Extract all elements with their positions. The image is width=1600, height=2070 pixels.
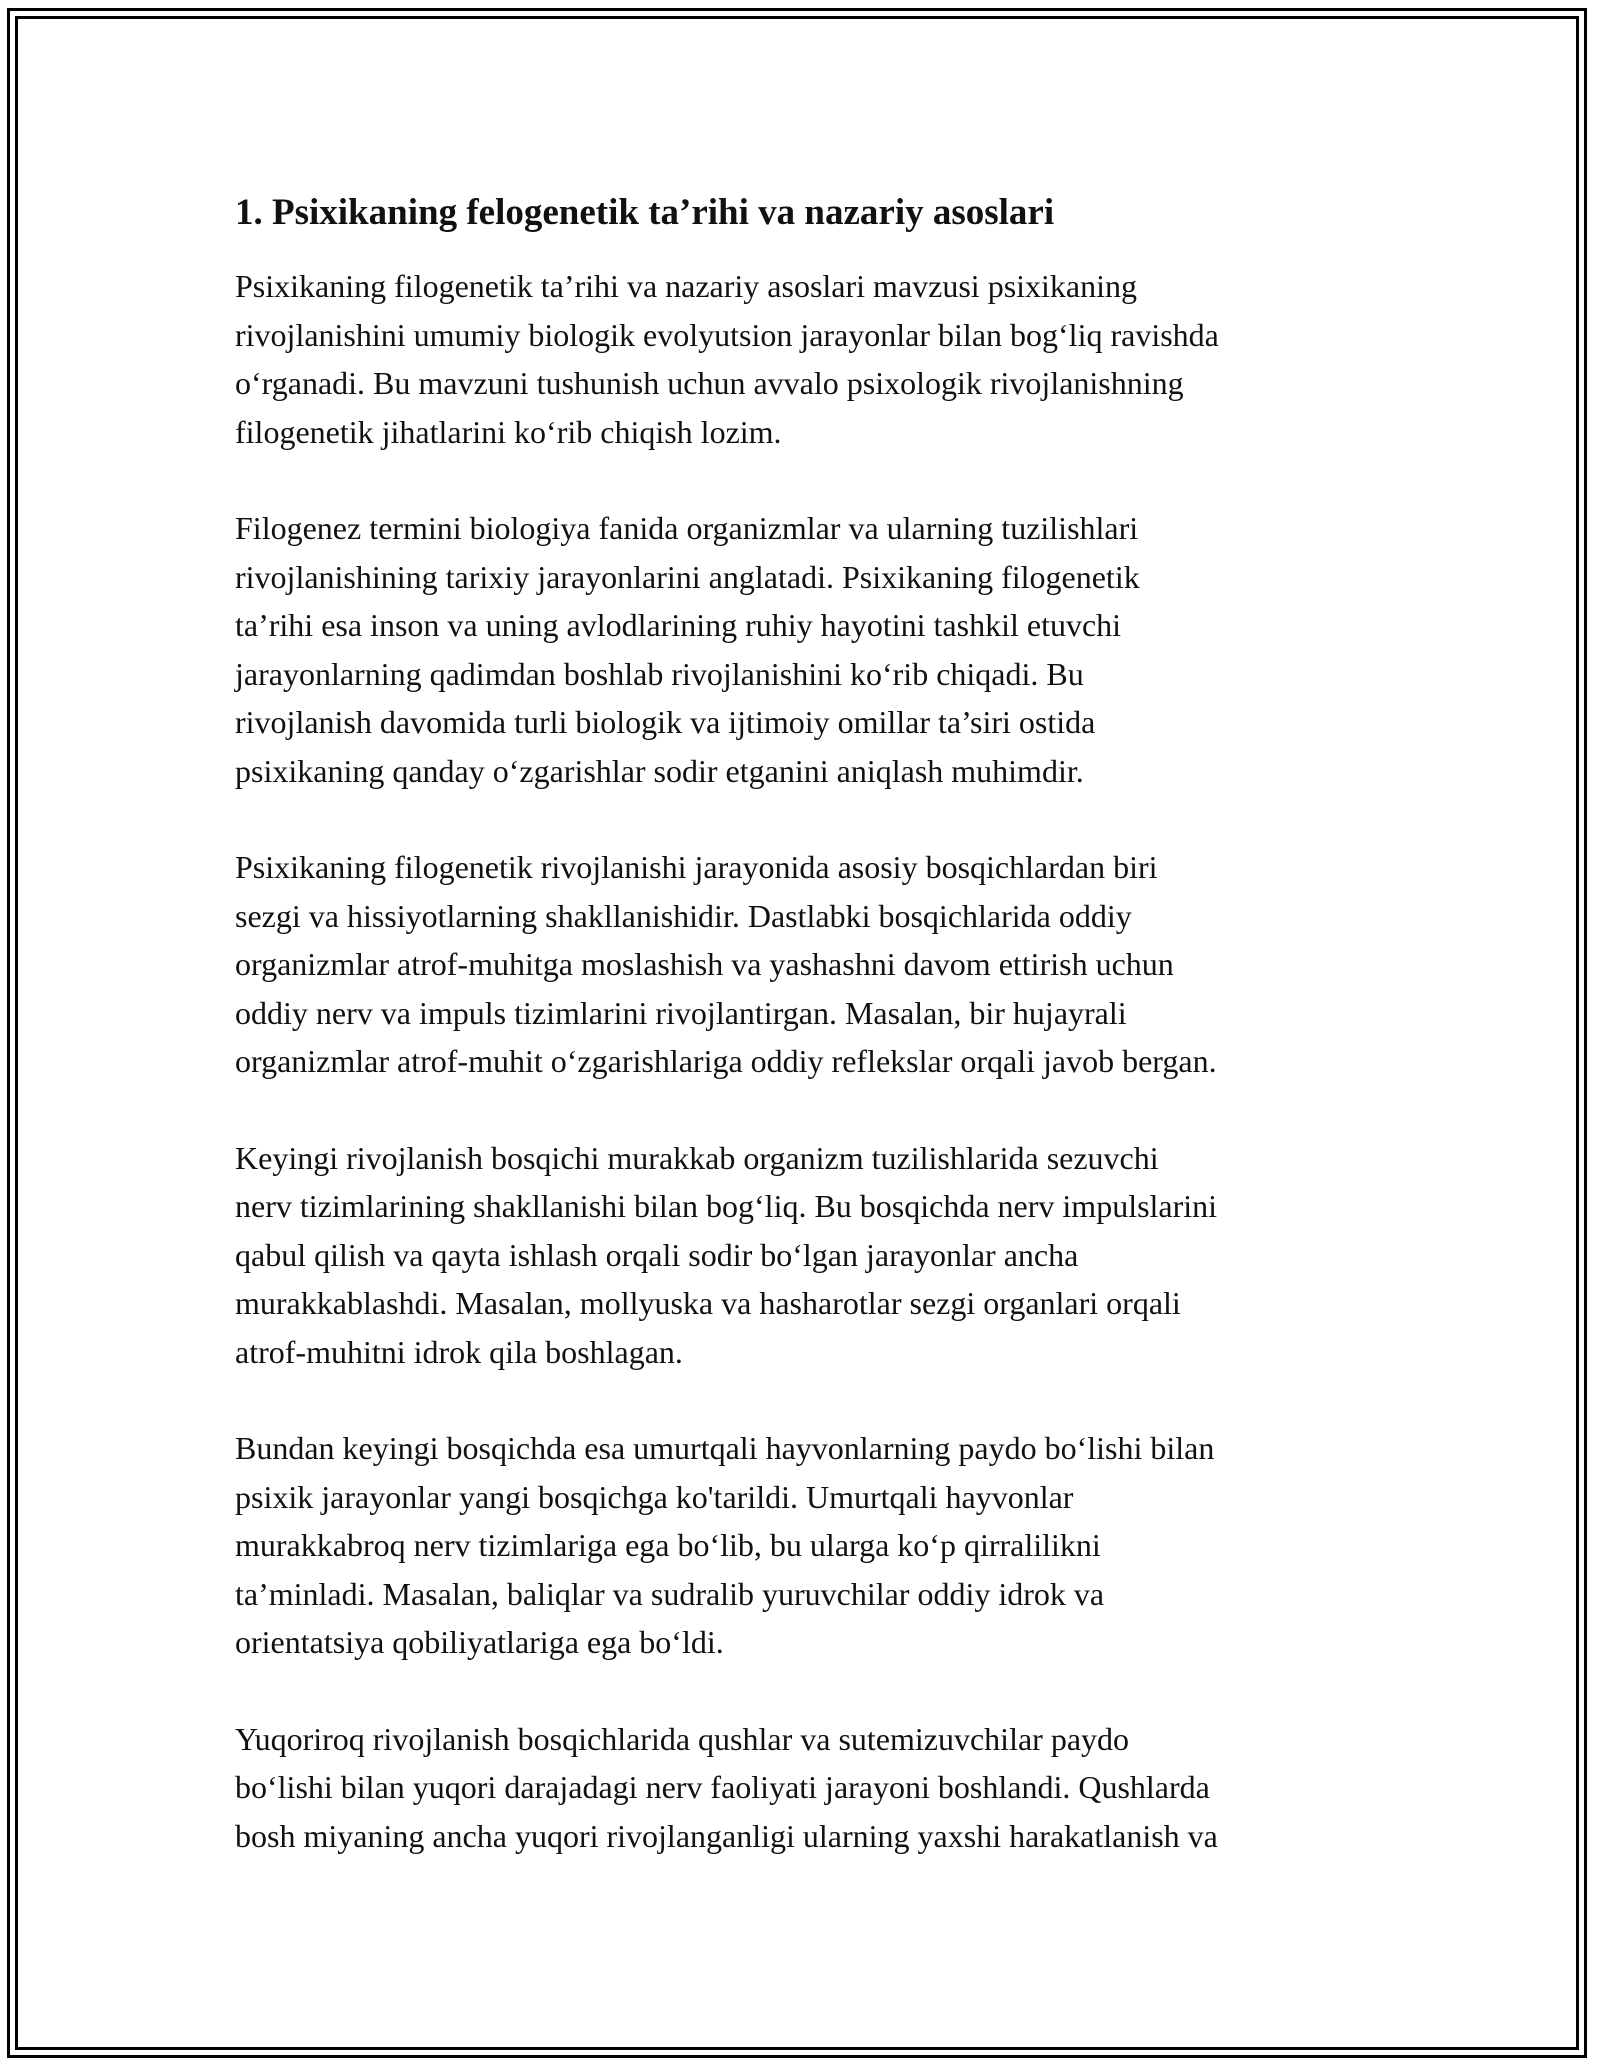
paragraph-4: Keyingi rivojlanish bosqichi murakkab organizm tuzilishlarida sezuvchi nerv tizimlarining shakllanishi bilan bogʻliq. Bu bosqichda nerv impulslarini qabul qilish va qayta ishlash orqali sodir boʻlgan jarayonlar ancha murakkablashdi. Masalan, mollyuska va hasharotlar sezgi organlari orqali atrof-muhitni idrok qila boshlagan. xyxy=(235,1139,1218,1370)
document-body xyxy=(235,186,1375,1908)
paragraph-2: Filogenez termini biologiya fanida organizmlar va ularning tuzilishlari rivojlanishining tarixiy jarayonlarini anglatadi. Psixikaning filogenetik ta’rihi esa inson va uning avlodlarining ruhiy hayotini tashkil etuvchi jarayonlarning qadimdan boshlab rivojlanishini koʻrib chiqadi. Bu rivojlanish davomida turli biologik va ijtimoiy omillar ta’siri ostida psixikaning qanday oʻzgarishlar sodir etganini aniqlash muhimdir. xyxy=(235,510,1140,789)
paragraph-1: Psixikaning filogenetik ta’rihi va nazariy asoslari mavzusi psixikaning rivojlanishini umumiy biologik evolyutsion jarayonlar bilan bogʻliq ravishda oʻrganadi. Bu mavzuni tushunish uchun avvalo psixologik rivojlanishning filogenetik jihatlarini koʻrib chiqish lozim. xyxy=(235,268,1219,450)
paragraph-5: Bundan keyingi bosqichda esa umurtqali hayvonlarning paydo boʻlishi bilan psixik jarayonlar yangi bosqichga ko'tarildi. Umurtqali hayvonlar murakkabroq nerv tizimlariga ega boʻlib, bu ularga koʻp qirralilikni ta’minladi. Masalan, baliqlar va sudralib yuruvchilar oddiy idrok va orientatsiya qobiliyatlariga ega boʻldi. xyxy=(235,1430,1215,1660)
paragraph-6: Yuqoriroq rivojlanish bosqichlarida qushlar va sutemizuvchilar paydo boʻlishi bilan yuqori darajadagi nerv faoliyati jarayoni boshlandi. Qushlarda bosh miyaning ancha yuqori rivojlanganligi ularning yaxshi harakatlanish va xyxy=(235,1720,1218,1854)
paragraph-3: Psixikaning filogenetik rivojlanishi jarayonida asosiy bosqichlardan biri sezgi va hissiyotlarning shakllanishidir. Dastlabki bosqichlarida oddiy organizmlar atrof-muhitga moslashish va yashashni davom ettirish uchun oddiy nerv va impuls tizimlarini rivojlantirgan. Masalan, bir hujayrali organizmlar atrof-muhit oʻzgarishlariga oddiy reflekslar orqali javob bergan. xyxy=(235,849,1217,1079)
section-heading: 1. Psixikaning felogenetik ta’rihi va nazariy asoslari xyxy=(235,192,1055,233)
